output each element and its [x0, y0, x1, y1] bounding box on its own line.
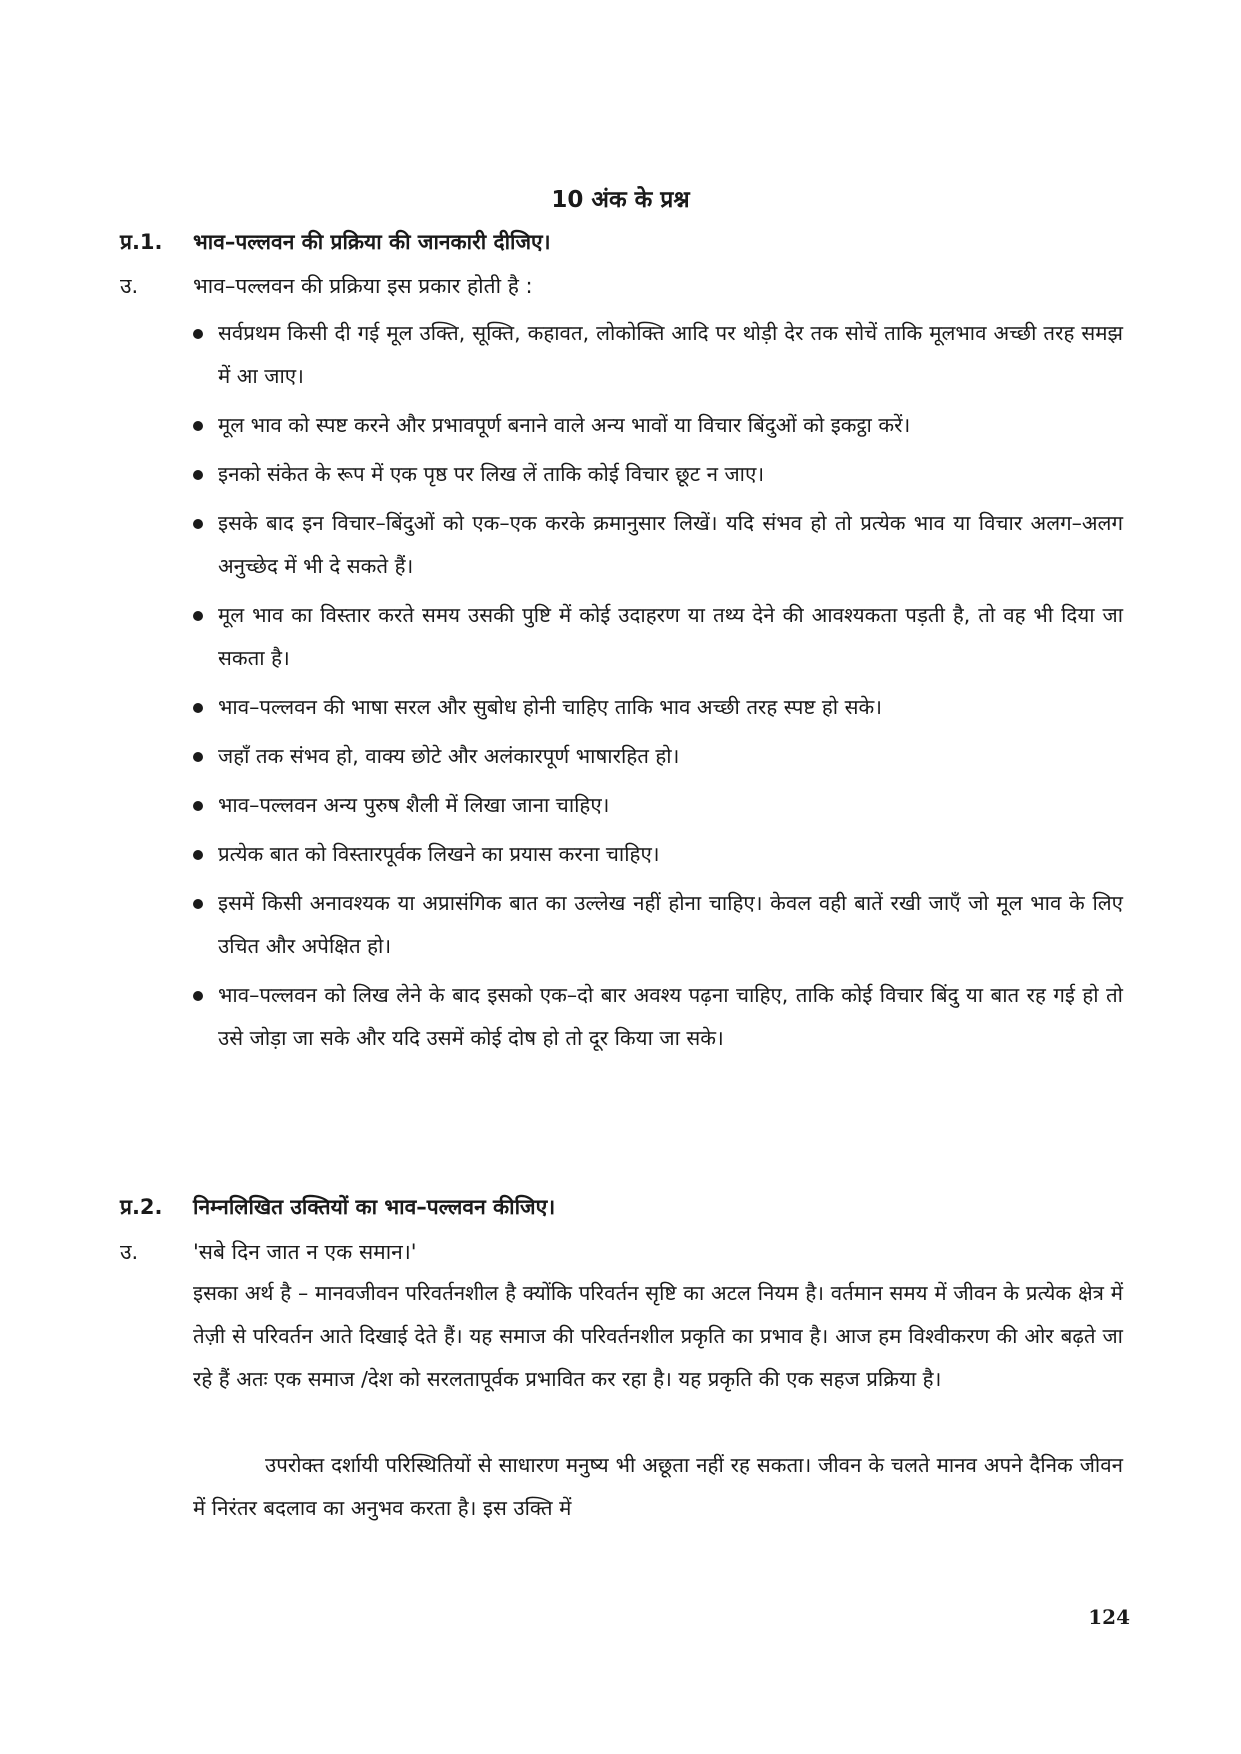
list-item: मूल भाव का विस्तार करते समय उसकी पुष्टि में कोई उदाहरण या तथ्य देने की आवश्यकता पड़ती है, तो वह भी दिया जा सकता है। [193, 594, 1123, 680]
list-item: सर्वप्रथम किसी दी गई मूल उक्ति, सूक्ति, कहावत, लोकोक्ति आदि पर थोड़ी देर तक सोचें ताकि मूलभाव अच्छी तरह समझ में आ जाए। [193, 312, 1123, 398]
question-1-text: भाव–पल्लवन की प्रक्रिया की जानकारी दीजिए। [193, 230, 551, 254]
list-item: भाव–पल्लवन की भाषा सरल और सुबोध होनी चाहिए ताकि भाव अच्छी तरह स्पष्ट हो सके। [193, 686, 1123, 729]
answer-1-marker: उ. [120, 274, 139, 298]
process-point-list [193, 312, 1123, 1066]
answer-2-quote: 'सबे दिन जात न एक समान।' [193, 1240, 417, 1264]
page-number: 124 [1088, 1605, 1130, 1629]
question-2-number: प्र.2. [120, 1195, 163, 1219]
answer-2-paragraph-1: इसका अर्थ है – मानवजीवन परिवर्तनशील है क्योंकि परिवर्तन सृष्टि का अटल नियम है। वर्तमान समय में जीवन के प्रत्येक क्षेत्र में तेज़ी से परिवर्तन आते दिखाई देते हैं। यह समाज की परिवर्तनशील प्रकृति का प्रभाव है। आज हम विश्वीकरण की ओर बढ़ते जा रहे हैं अतः एक समाज /देश को सरलतापूर्वक प्रभावित कर रहा है। यह प्रकृति की एक सहज प्रक्रिया है। [193, 1281, 1123, 1391]
list-item: जहाँ तक संभव हो, वाक्य छोटे और अलंकारपूर्ण भाषारहित हो। [193, 735, 1123, 778]
answer-2-paragraph-2: उपरोक्त दर्शायी परिस्थितियों से साधारण मनुष्य भी अछूता नहीं रह सकता। जीवन के चलते मानव अपने दैनिक जीवन में निरंतर बदलाव का अनुभव करता है। इस उक्ति में [193, 1453, 1123, 1520]
list-item: इसके बाद इन विचार–बिंदुओं को एक–एक करके क्रमानुसार लिखें। यदि संभव हो तो प्रत्येक भाव या विचार अलग–अलग अनुच्छेद में भी दे सकते हैं। [193, 502, 1123, 588]
question-1-number: प्र.1. [120, 230, 163, 254]
question-2-text: निम्नलिखित उक्तियों का भाव–पल्लवन कीजिए। [193, 1195, 556, 1219]
list-item: भाव–पल्लवन को लिख लेने के बाद इसको एक–दो बार अवश्य पढ़ना चाहिए, ताकि कोई विचार बिंदु या बात रह गई हो तो उसे जोड़ा जा सके और यदि उसमें कोई दोष हो तो दूर किया जा सके। [193, 974, 1123, 1060]
list-item: मूल भाव को स्पष्ट करने और प्रभावपूर्ण बनाने वाले अन्य भावों या विचार बिंदुओं को इकट्ठा करें। [193, 404, 1123, 447]
list-item: इनको संकेत के रूप में एक पृष्ठ पर लिख लें ताकि कोई विचार छूट न जाए। [193, 453, 1123, 496]
answer-1-intro-text: भाव–पल्लवन की प्रक्रिया इस प्रकार होती है : [193, 274, 533, 298]
list-item: इसमें किसी अनावश्यक या अप्रासंगिक बात का उल्लेख नहीं होना चाहिए। केवल वही बातें रखी जाएँ जो मूल भाव के लिए उचित और अपेक्षित हो। [193, 882, 1123, 968]
section-heading: 10 अंक के प्रश्न [551, 187, 690, 213]
answer-2-marker: उ. [120, 1240, 139, 1264]
list-item: भाव–पल्लवन अन्य पुरुष शैली में लिखा जाना चाहिए। [193, 784, 1123, 827]
list-item: प्रत्येक बात को विस्तारपूर्वक लिखने का प्रयास करना चाहिए। [193, 833, 1123, 876]
